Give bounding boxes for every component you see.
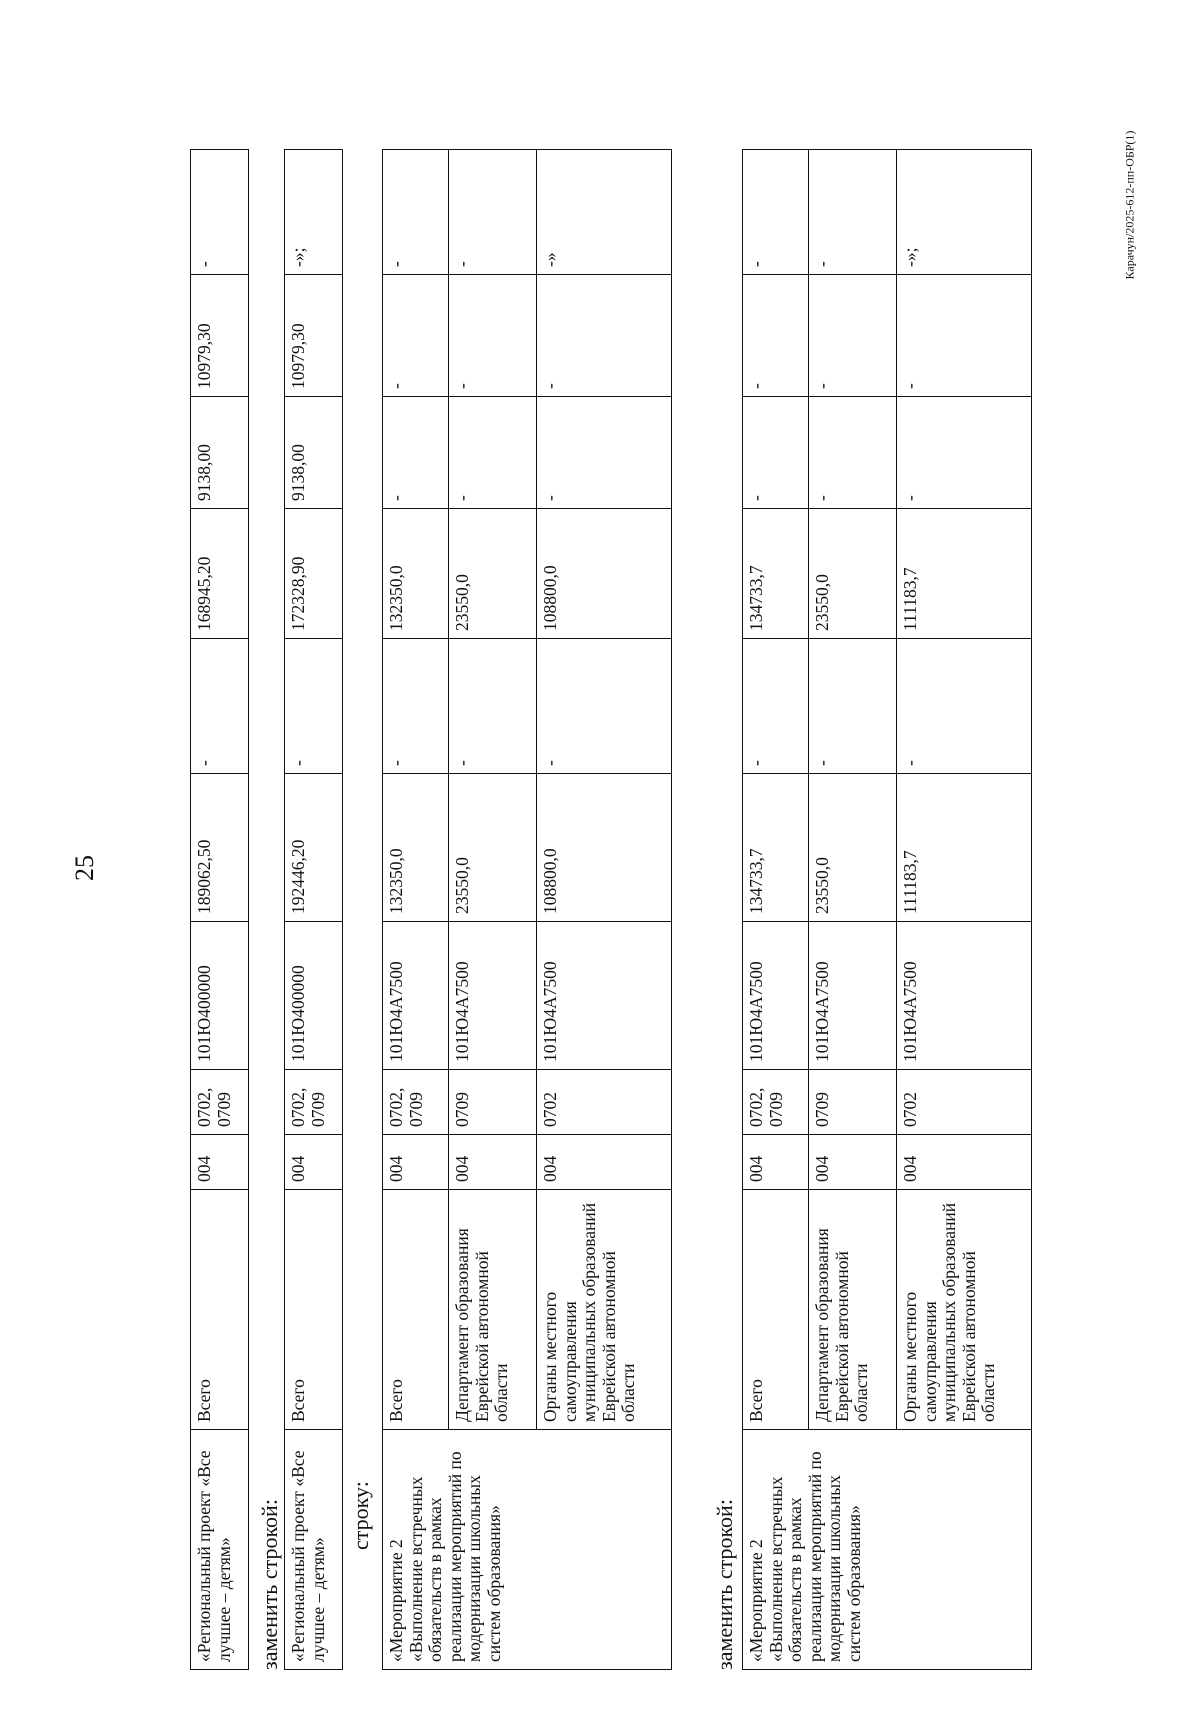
cell-grbs: 004 xyxy=(285,1135,343,1190)
cell-section: 0709 xyxy=(449,1070,537,1135)
cell-col9: - xyxy=(743,397,809,509)
cell-col11: -»; xyxy=(897,150,1032,275)
cell-col10: - xyxy=(537,275,672,397)
cell-total: 192446,20 xyxy=(285,774,343,922)
cell-col11: - xyxy=(743,150,809,275)
rotated-content xyxy=(180,50,1110,1670)
cell-name: «Мероприятие 2 «Выполнение встречных обязательств в рамках реализации мероприятий по модернизации школьных систем образования» xyxy=(383,1430,672,1670)
cell-col7: - xyxy=(537,639,672,774)
cell-col7: - xyxy=(191,639,249,774)
cell-col9: - xyxy=(897,397,1032,509)
cell-target-article: 101Ю4А7500 xyxy=(897,922,1032,1070)
cell-col8: 132350,0 xyxy=(383,509,449,639)
cell-grbs: 004 xyxy=(537,1135,672,1190)
cell-grbs: 004 xyxy=(191,1135,249,1190)
table-measure-2-old xyxy=(382,149,672,1670)
cell-target-article: 101Ю400000 xyxy=(191,922,249,1070)
cell-col8: 172328,90 xyxy=(285,509,343,639)
cell-grbs: 004 xyxy=(897,1135,1032,1190)
cell-target-article: 101Ю400000 xyxy=(285,922,343,1070)
table-regional-project-old xyxy=(190,149,249,1670)
cell-grbs: 004 xyxy=(383,1135,449,1190)
cell-col10: 10979,30 xyxy=(285,275,343,397)
cell-target-article: 101Ю4А7500 xyxy=(383,922,449,1070)
table-row xyxy=(285,150,343,1670)
cell-col11: - xyxy=(191,150,249,275)
cell-executor: Органы местного самоуправления муниципальных образований Еврейской автономной области xyxy=(537,1190,672,1430)
cell-executor: Всего xyxy=(743,1190,809,1430)
cell-executor: Департамент образования Еврейской автономной области xyxy=(809,1190,897,1430)
replace-with-row-label: заменить строкой: xyxy=(712,1499,737,1670)
cell-executor: Органы местного самоуправления муниципальных образований Еврейской автономной области xyxy=(897,1190,1032,1430)
cell-target-article: 101Ю4А7500 xyxy=(743,922,809,1070)
cell-section: 0702, 0709 xyxy=(191,1070,249,1135)
cell-col9: - xyxy=(537,397,672,509)
cell-executor: Всего xyxy=(383,1190,449,1430)
cell-executor: Всего xyxy=(191,1190,249,1430)
cell-total: 111183,7 xyxy=(897,774,1032,922)
cell-col8: 111183,7 xyxy=(897,509,1032,639)
cell-name: «Региональный проект «Все лучшее – детям» xyxy=(191,1430,249,1670)
cell-col11: - xyxy=(383,150,449,275)
cell-col8: 134733,7 xyxy=(743,509,809,639)
table-row xyxy=(743,150,809,1670)
document-code: Карачун/2025-612-пп-ОБР(1) xyxy=(1122,130,1137,280)
table-row xyxy=(383,150,449,1670)
cell-section: 0702, 0709 xyxy=(383,1070,449,1135)
cell-col7: - xyxy=(743,639,809,774)
cell-col10: - xyxy=(383,275,449,397)
cell-target-article: 101Ю4А7500 xyxy=(449,922,537,1070)
cell-section: 0702 xyxy=(897,1070,1032,1135)
cell-section: 0702 xyxy=(537,1070,672,1135)
cell-col11: -»; xyxy=(285,150,343,275)
cell-col10: 10979,30 xyxy=(191,275,249,397)
cell-grbs: 004 xyxy=(449,1135,537,1190)
table-measure-2-new xyxy=(742,149,1032,1670)
table-row xyxy=(191,150,249,1670)
cell-total: 189062,50 xyxy=(191,774,249,922)
cell-total: 23550,0 xyxy=(449,774,537,922)
cell-col7: - xyxy=(383,639,449,774)
table-regional-project-new xyxy=(284,149,343,1670)
cell-col7: - xyxy=(285,639,343,774)
cell-col11: - xyxy=(449,150,537,275)
cell-col10: - xyxy=(897,275,1032,397)
cell-col9: - xyxy=(449,397,537,509)
replace-with-row-label: заменить строкой: xyxy=(257,1499,282,1670)
row-label: строку: xyxy=(348,1481,373,1550)
cell-col9: - xyxy=(809,397,897,509)
cell-section: 0709 xyxy=(809,1070,897,1135)
cell-executor: Всего xyxy=(285,1190,343,1430)
cell-col8: 23550,0 xyxy=(449,509,537,639)
cell-col8: 108800,0 xyxy=(537,509,672,639)
cell-col10: - xyxy=(809,275,897,397)
cell-section: 0702, 0709 xyxy=(743,1070,809,1135)
cell-col7: - xyxy=(449,639,537,774)
cell-col8: 23550,0 xyxy=(809,509,897,639)
cell-grbs: 004 xyxy=(809,1135,897,1190)
cell-col8: 168945,20 xyxy=(191,509,249,639)
cell-col9: 9138,00 xyxy=(285,397,343,509)
cell-total: 134733,7 xyxy=(743,774,809,922)
cell-grbs: 004 xyxy=(743,1135,809,1190)
cell-col10: - xyxy=(743,275,809,397)
cell-name: «Мероприятие 2 «Выполнение встречных обязательств в рамках реализации мероприятий по модернизации школьных систем образования» xyxy=(743,1430,1032,1670)
cell-col7: - xyxy=(897,639,1032,774)
cell-name: «Региональный проект «Все лучшее – детям» xyxy=(285,1430,343,1670)
cell-col7: - xyxy=(809,639,897,774)
cell-total: 23550,0 xyxy=(809,774,897,922)
cell-total: 108800,0 xyxy=(537,774,672,922)
cell-target-article: 101Ю4А7500 xyxy=(809,922,897,1070)
cell-section: 0702, 0709 xyxy=(285,1070,343,1135)
cell-target-article: 101Ю4А7500 xyxy=(537,922,672,1070)
cell-col11: -» xyxy=(537,150,672,275)
cell-col9: - xyxy=(383,397,449,509)
cell-col10: - xyxy=(449,275,537,397)
cell-col11: - xyxy=(809,150,897,275)
cell-total: 132350,0 xyxy=(383,774,449,922)
cell-executor: Департамент образования Еврейской автономной области xyxy=(449,1190,537,1430)
page-number: 25 xyxy=(70,855,99,881)
cell-col9: 9138,00 xyxy=(191,397,249,509)
